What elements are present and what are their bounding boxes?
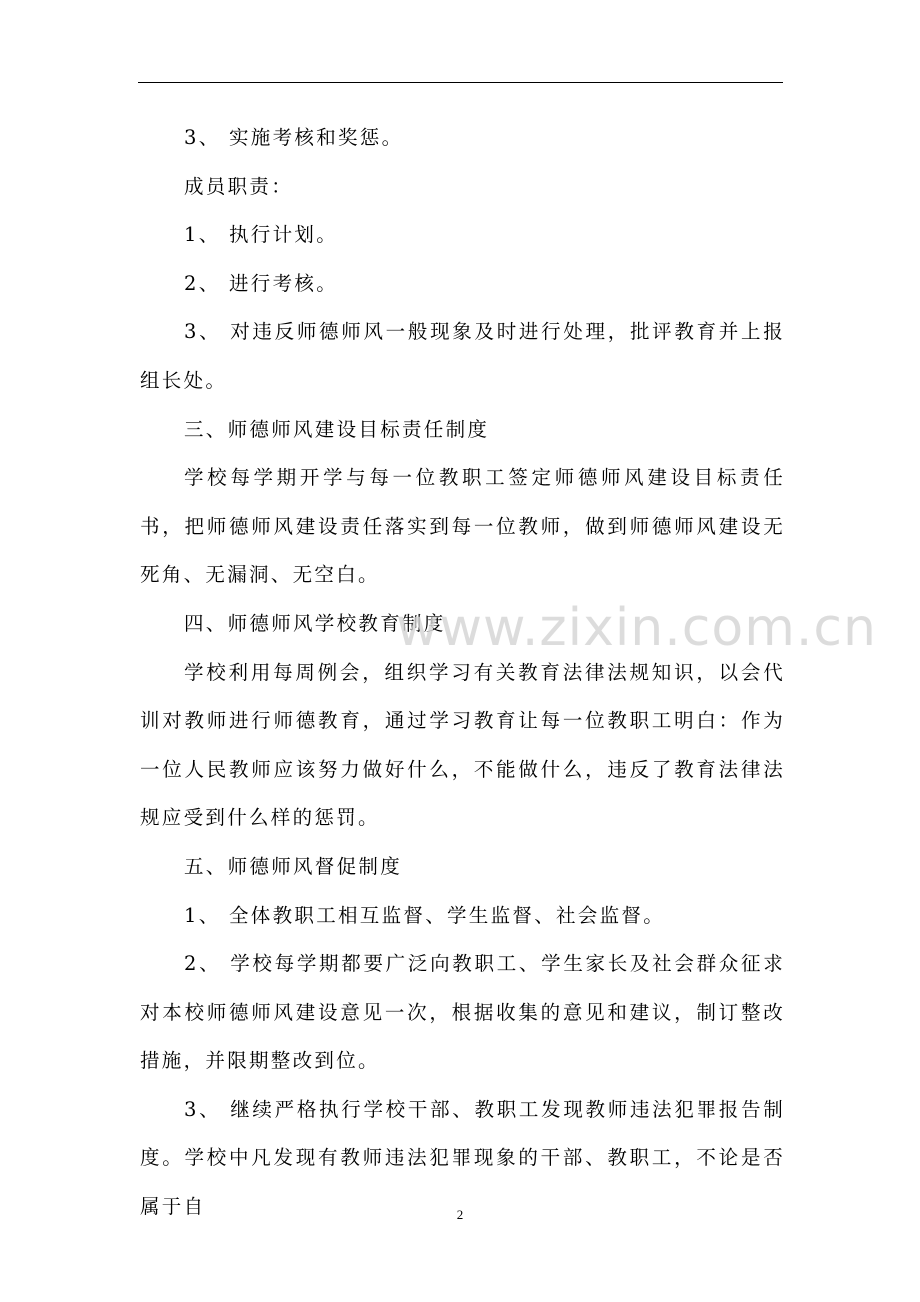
paragraph-5: 3、 对违反师德师风一般现象及时进行处理，批评教育并上报组长处。 (140, 320, 785, 392)
paragraph-4: 2、 进行考核。 (184, 271, 339, 295)
paragraph-11: 1、 全体教职工相互监督、学生监督、社会监督。 (184, 903, 666, 927)
paragraph-12: 2、 学校每学期都要广泛向教职工、学生家长及社会群众征求对本校师德师风建设意见一次，根据收集的意见和建议，制订整改措施，并限期整改到位。 (140, 952, 785, 1073)
paragraph-3: 1、 执行计划。 (184, 223, 339, 247)
section-heading-5: 五、师德师风督促制度 (184, 854, 403, 878)
paragraph-1: 3、 实施考核和奖惩。 (184, 126, 404, 149)
document-body (140, 114, 785, 1232)
paragraph-13: 3、 继续严格执行学校干部、教职工发现教师违法犯罪报告制度。学校中凡发现有教师违法犯罪现象的干部、教职工，不论是否属于自 (140, 1097, 785, 1219)
header-rule (138, 82, 783, 83)
section-heading-4: 四、师德师风学校教育制度 (184, 611, 446, 635)
watermark: www.zixin.com.cn (396, 598, 877, 658)
section-heading-3: 三、师德师风建设目标责任制度 (184, 417, 490, 441)
paragraph-2: 成员职责： (184, 174, 294, 198)
paragraph-9: 学校利用每周例会，组织学习有关教育法律法规知识，以会代训对教师进行师德教育，通过学习教育让每一位教职工明白：作为一位人民教师应该努力做好什么，不能做什么，违反了教育法律法规应受到什么样的惩罚。 (140, 660, 785, 830)
paragraph-7: 学校每学期开学与每一位教职工签定师德师风建设目标责任书，把师德师风建设责任落实到每一位教师，做到师德师风建设无死角、无漏洞、无空白。 (140, 466, 785, 587)
page-number: 2 (456, 1207, 464, 1222)
